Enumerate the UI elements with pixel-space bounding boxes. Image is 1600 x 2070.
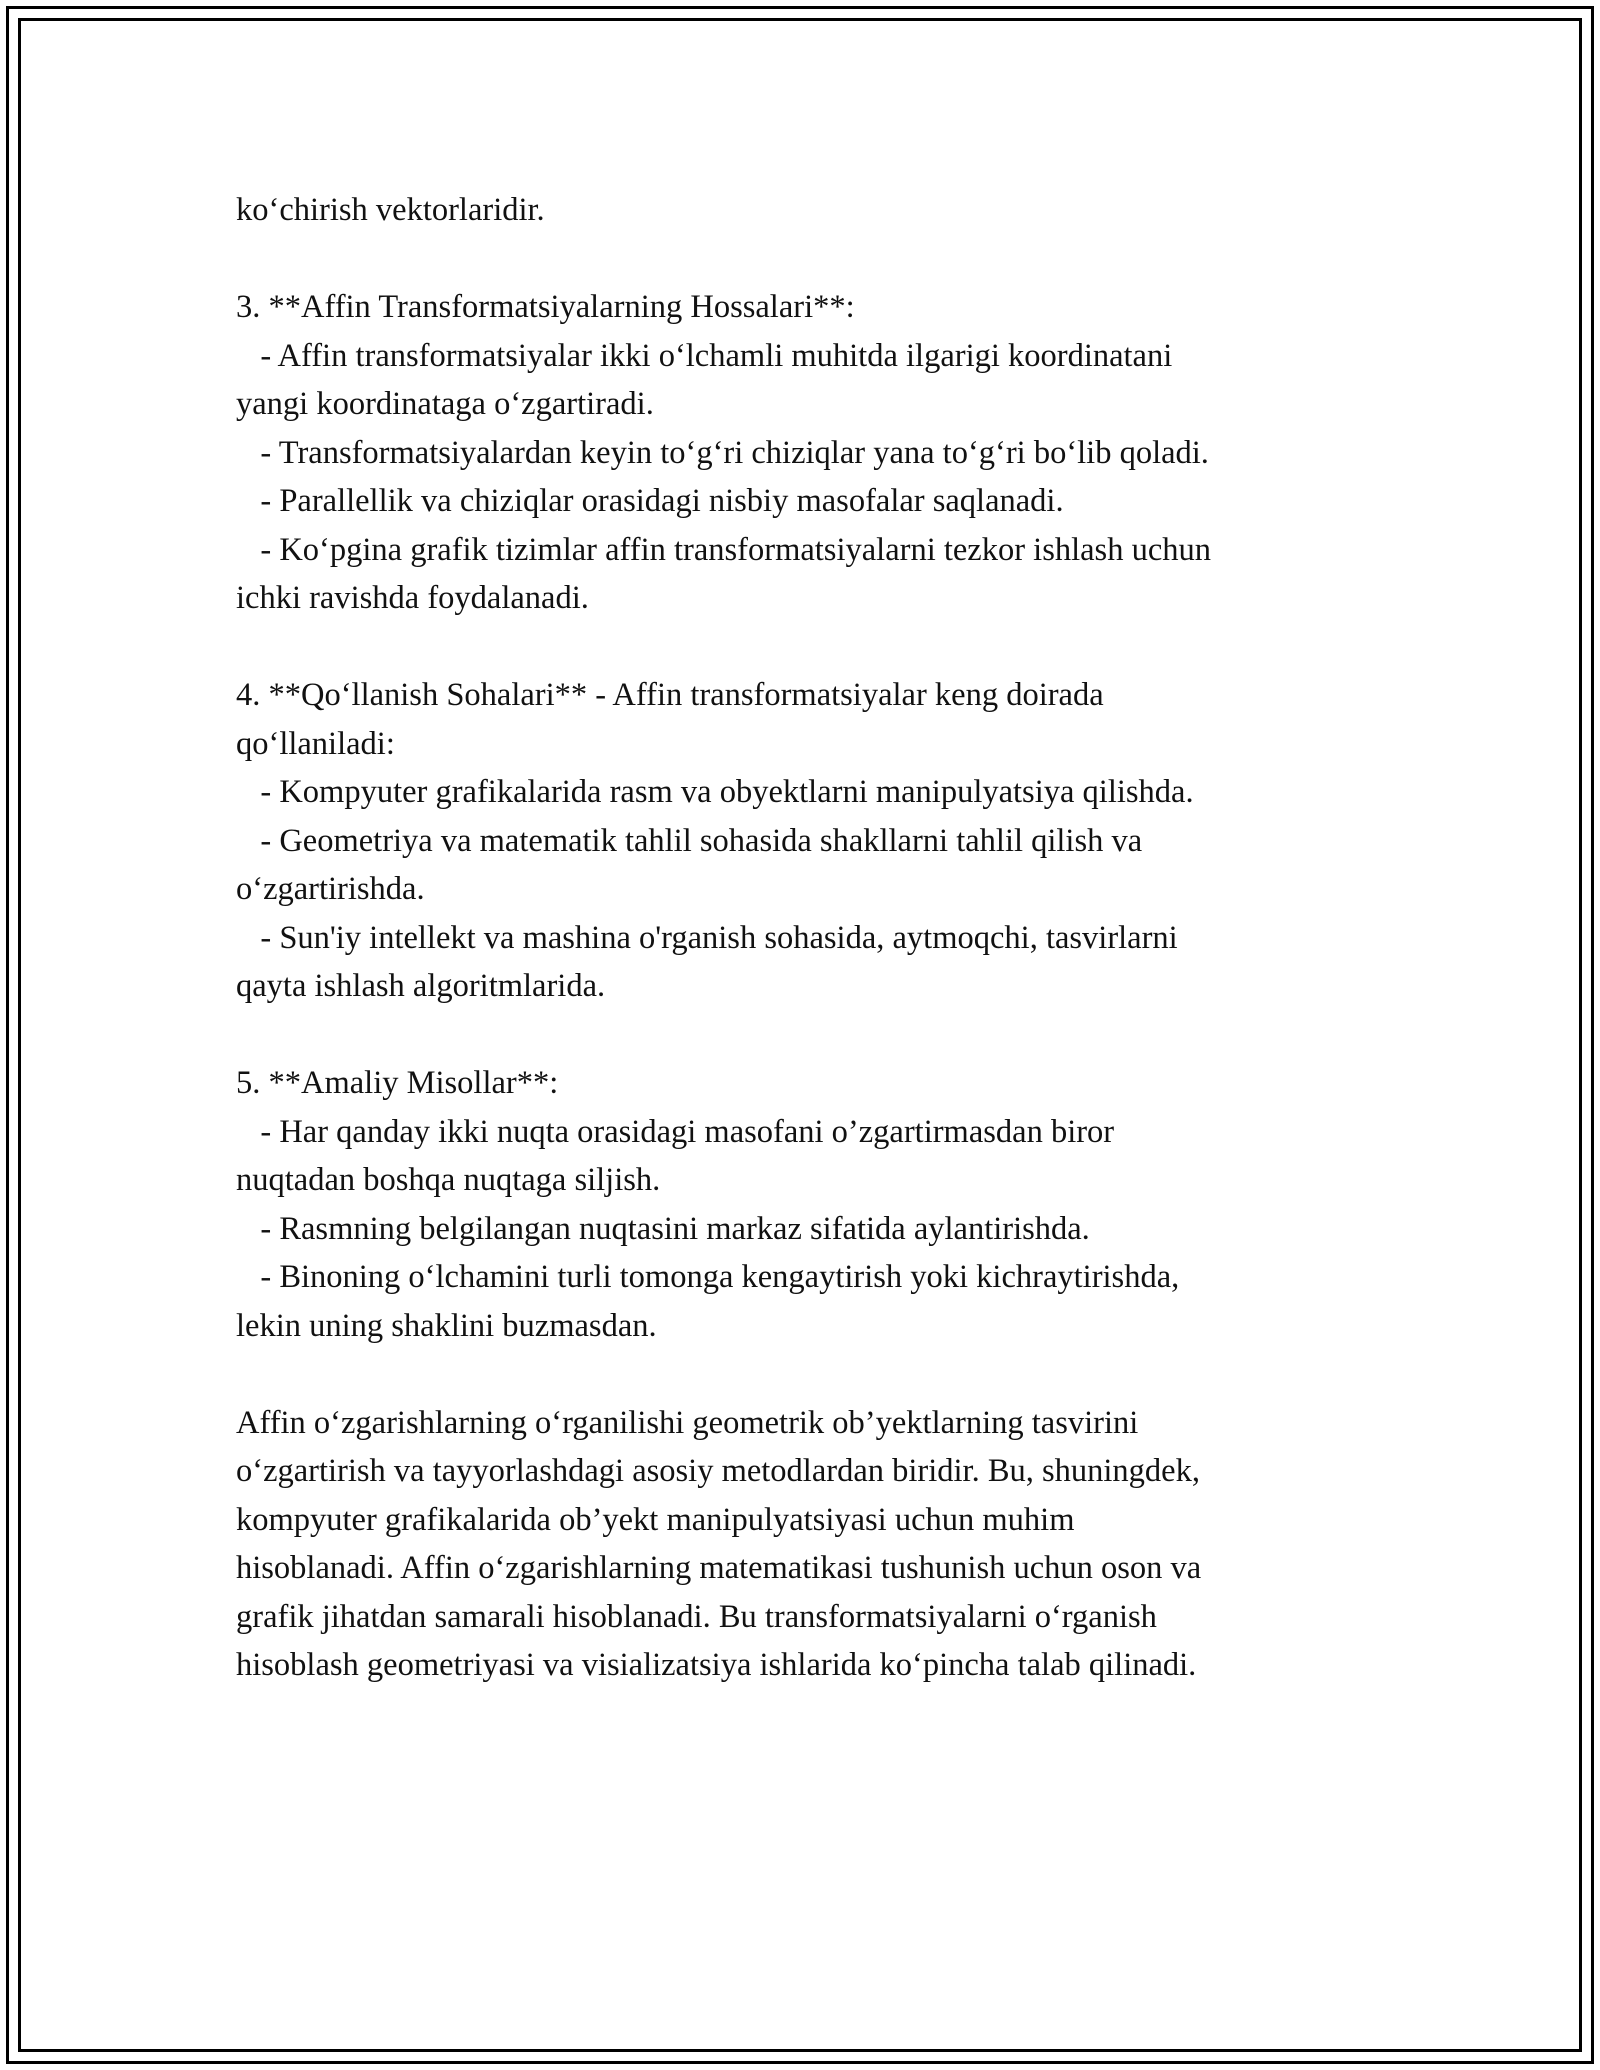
section-heading-applications: 4. **Qoʻllanish Sohalari** - Affin transformatsiyalar keng doirada xyxy=(236,677,1104,713)
text-line: ichki ravishda foydalanadi. xyxy=(236,580,589,616)
text-line: qayta ishlash algoritmlarida. xyxy=(236,968,606,1004)
document-body xyxy=(236,186,1386,1690)
text-line: - Transformatsiyalardan keyin toʻgʻri chiziqlar yana toʻgʻri boʻlib qoladi. xyxy=(236,434,1209,471)
text-line: lekin uning shaklini buzmasdan. xyxy=(236,1307,657,1344)
blank-line xyxy=(236,1350,1386,1399)
blank-line xyxy=(236,1011,1386,1060)
text-line: - Har qanday ikki nuqta orasidagi masofani o’zgartirmasdan biror xyxy=(236,1113,1115,1150)
text-line: qoʻllaniladi: xyxy=(236,725,395,762)
text-line: yangi koordinataga oʻzgartiradi. xyxy=(236,386,654,422)
text-line: koʻchirish vektorlaridir. xyxy=(236,192,545,228)
conclusion-line: kompyuter grafikalarida ob’yekt manipulyatsiyasi uchun muhim xyxy=(236,1501,1075,1538)
conclusion-line: hisoblash geometriyasi va visializatsiya ishlarida koʻpincha talab qilinadi. xyxy=(236,1647,1197,1683)
text-line: - Parallellik va chiziqlar orasidagi nisbiy masofalar saqlanadi. xyxy=(236,483,1064,519)
conclusion-line: oʻzgartirish va tayyorlashdagi asosiy metodlardan biridir. Bu, shuningdek, xyxy=(236,1453,1200,1489)
text-line: - Sun'iy intellekt va mashina o'rganish sohasida, aytmoqchi, tasvirlarni xyxy=(236,919,1178,956)
blank-line xyxy=(236,235,1386,284)
section-heading-properties: 3. **Affin Transformatsiyalarning Hossalari**: xyxy=(236,289,855,325)
text-line: - Koʻpgina grafik tizimlar affin transformatsiyalarni tezkor ishlash uchun xyxy=(236,531,1211,568)
text-line: - Geometriya va matematik tahlil sohasida shakllarni tahlil qilish va xyxy=(236,822,1143,859)
conclusion-line: Affin oʻzgarishlarning oʻrganilishi geometrik ob’yektlarning tasvirini xyxy=(236,1404,1139,1441)
text-line: nuqtadan boshqa nuqtaga siljish. xyxy=(236,1162,661,1198)
text-line: oʻzgartirishda. xyxy=(236,871,425,907)
blank-line xyxy=(236,623,1386,672)
conclusion-line: grafik jihatdan samarali hisoblanadi. Bu transformatsiyalarni oʻrganish xyxy=(236,1598,1157,1635)
text-line: - Binoning oʻlchamini turli tomonga kengaytirish yoki kichraytirishda, xyxy=(236,1259,1180,1295)
section-heading-examples: 5. **Amaliy Misollar**: xyxy=(236,1065,559,1101)
text-line: - Kompyuter grafikalarida rasm va obyektlarni manipulyatsiya qilishda. xyxy=(236,774,1194,810)
text-line: - Rasmning belgilangan nuqtasini markaz sifatida aylantirishda. xyxy=(236,1210,1090,1247)
conclusion-line: hisoblanadi. Affin oʻzgarishlarning matematikasi tushunish uchun oson va xyxy=(236,1550,1202,1586)
text-line: - Affin transformatsiyalar ikki oʻlchamli muhitda ilgarigi koordinatani xyxy=(236,337,1173,374)
